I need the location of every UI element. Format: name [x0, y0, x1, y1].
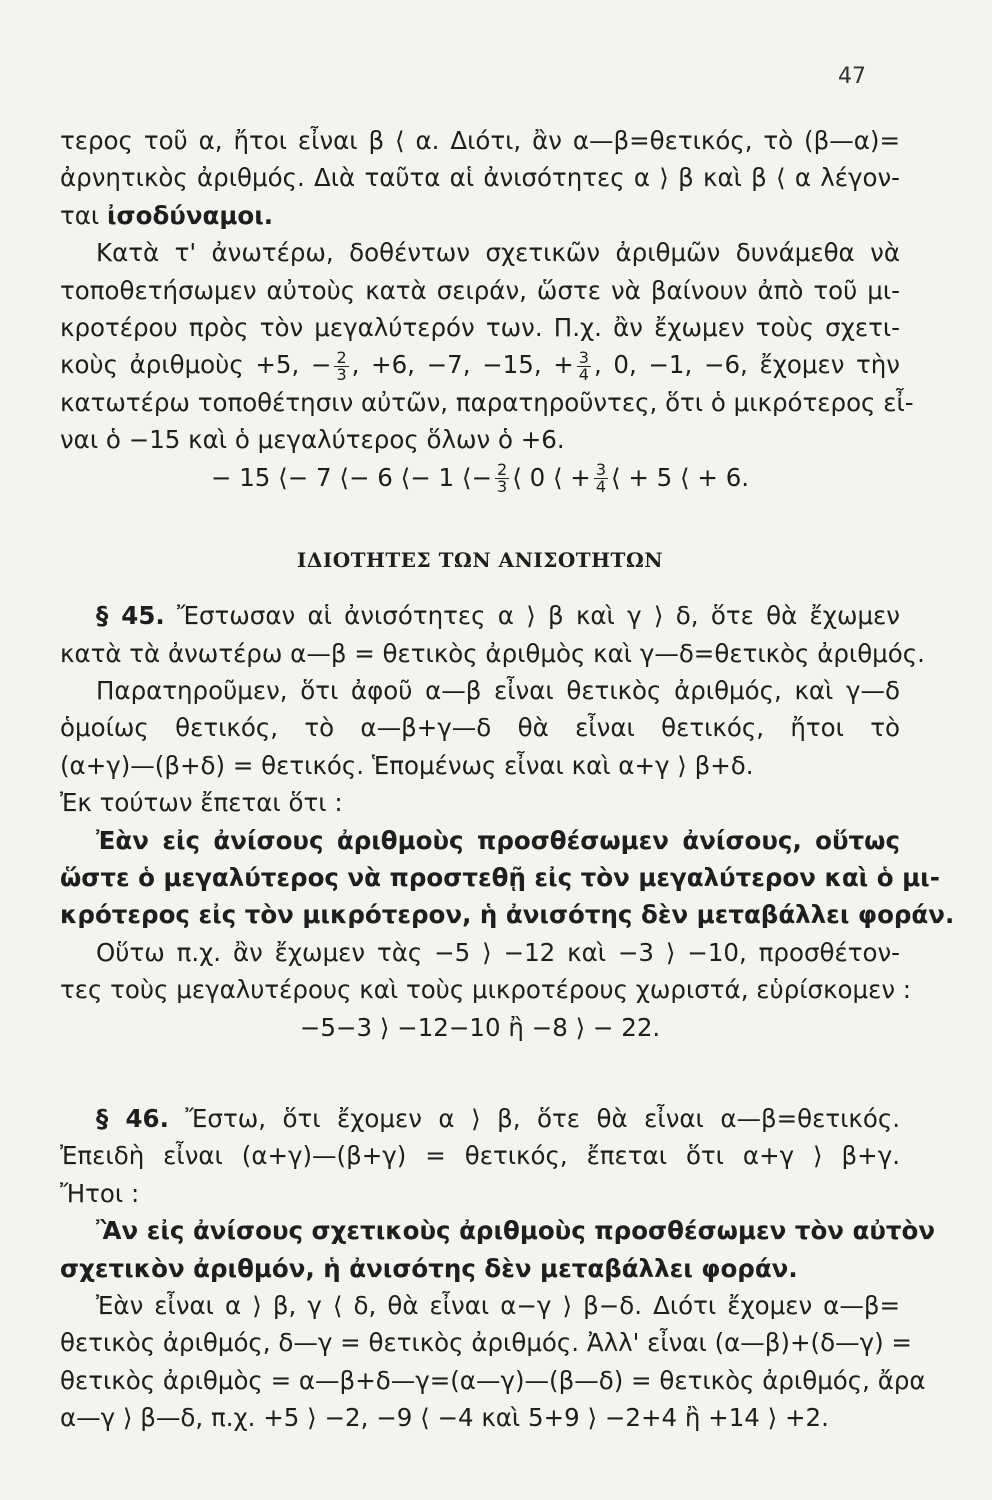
denominator: 4: [578, 364, 589, 384]
denominator: 3: [336, 364, 347, 384]
page-number: 47: [838, 64, 866, 89]
text-line: Ἐπειδὴ εἶναι (α+γ)—(β+γ) = θετικός, ἔπεται ὅτι α+γ ⟩ β+γ.: [60, 1141, 900, 1171]
denominator: 3: [497, 477, 508, 497]
fraction-line: [60, 346, 900, 383]
rule-line: Ἂν εἰς ἀνίσους σχετικοὺς ἀριθμοὺς προσθέσωμεν τὸν αὐτὸν: [96, 1216, 936, 1246]
text-line: ναι ὁ −15 καὶ ὁ μεγαλύτερος ὅλων ὁ +6.: [60, 425, 565, 455]
text-line: κατὰ τὰ ἀνωτέρω α—β = θετικὸς ἀριθμὸς καὶ γ—δ=θετικὸς ἀριθμός.: [60, 638, 925, 668]
text-line: θετικὸς ἀριθμός, δ—γ = θετικὸς ἀριθμός. Ἀλλ' εἶναι (α—β)+(δ—γ) =: [60, 1328, 912, 1358]
text-span: ⟨ + 5 ⟨ + 6.: [611, 462, 750, 492]
text-line: Ἐὰν εἶναι α ⟩ β, γ ⟨ δ, θὰ εἶναι α−γ ⟩ β−δ. Διότι ἔχομεν α—β=: [96, 1290, 900, 1320]
fraction: [594, 462, 608, 495]
rule-line: ὥστε ὁ μεγαλύτερος νὰ προστεθῇ εἰς τὸν μεγαλύτερον καὶ ὁ μι-: [60, 863, 940, 893]
fraction: [495, 462, 509, 495]
fraction: [577, 347, 591, 384]
text-line: ἀρνητικὸς ἀριθμός. Διὰ ταῦτα αἱ ἀνισότητες α ⟩ β καὶ β ⟨ α λέγον-: [60, 163, 900, 193]
text-line: Κατὰ τ' ἀνωτέρω, δοθέντων σχετικῶν ἀριθμῶν δυνάμεθα νὰ: [96, 238, 900, 268]
text-span: κοὺς ἀριθμοὺς +5, −: [60, 350, 332, 380]
text-line: (α+γ)—(β+δ) = θετικός. Ἑπομένως εἶναι καὶ α+γ ⟩ β+δ.: [60, 750, 754, 780]
equation-line: −5−3 ⟩ −12−10 ἢ −8 ⟩ − 22.: [299, 1012, 661, 1042]
text-line: τες τοὺς μεγαλυτέρους καὶ τοὺς μικροτέρους χωριστά, εὑρίσκομεν :: [60, 975, 912, 1005]
text-line: [60, 197, 900, 234]
text-line: τερος τοῦ α, ἤτοι εἶναι β ⟨ α. Διότι, ἂν α—β=θετικός, τὸ (β—α)=: [60, 126, 900, 155]
text-line: Ἐκ τούτων ἔπεται ὅτι :: [60, 788, 343, 818]
text-line: κατωτέρω τοποθέτησιν αὐτῶν, παρατηροῦντες, ὅτι ὁ μικρότερος εἶ-: [60, 387, 914, 417]
text-line: α—γ ⟩ β—δ, π.χ. +5 ⟩ −2, −9 ⟨ −4 καὶ 5+9 ⟩ −2+4 ἢ +14 ⟩ +2.: [60, 1403, 829, 1433]
text-line: [60, 597, 900, 634]
text-span: ται: [60, 200, 107, 230]
rule-line: κρότερος εἰς τὸν μικρότερον, ἡ ἀνισότης δὲν μεταβάλλει φοράν.: [60, 900, 955, 930]
numerator: 3: [595, 460, 607, 480]
text-line: [60, 1100, 900, 1137]
text-span: , 0, −1, −6, ἔχομεν τὴν: [593, 350, 900, 380]
rule-line: σχετικὸν ἀριθμόν, ἡ ἀνισότης δὲν μεταβάλλει φοράν.: [60, 1253, 798, 1283]
text-line: θετικὸς ἀριθμὸς = α—β+δ—γ=(α—γ)—(β—δ) = θετικὸς ἀριθμός, ἄρα: [60, 1365, 926, 1395]
text-span: , +6, −7, −15, +: [351, 350, 574, 380]
fraction: [334, 347, 348, 384]
page-body: [60, 122, 955, 1437]
text-span: Ἔστω, ὅτι ἔχομεν α ⟩ β, ὅτε θὰ εἶναι α—β=θετικός.: [168, 1103, 901, 1133]
text-line: τοποθετήσωμεν αὐτοὺς κατὰ σειράν, ὥστε νὰ βαίνουν ἀπὸ τοῦ μι-: [60, 275, 900, 305]
numerator: 3: [578, 347, 589, 367]
bold-term: ἰσοδύναμοι.: [106, 200, 274, 230]
text-span: Ἔστωσαν αἱ ἀνισότητες α ⟩ β καὶ γ ⟩ δ, ὅτε θὰ ἔχωμεν: [164, 601, 900, 631]
section-label: § 46.: [96, 1103, 169, 1133]
inequality-chain: [60, 459, 900, 496]
text-line: Οὕτω π.χ. ἂν ἔχωμεν τὰς −5 ⟩ −12 καὶ −3 ⟩ −10, προσθέτον-: [96, 937, 900, 967]
rule-line: Ἐὰν εἰς ἀνίσους ἀριθμοὺς προσθέσωμεν ἀνίσους, οὕτως: [96, 825, 900, 855]
text-line: ὁμοίως θετικός, τὸ α—β+γ—δ θὰ εἶναι θετικός, ἤτοι τὸ: [60, 713, 900, 743]
denominator: 4: [595, 477, 607, 497]
text-span: − 15 ⟨− 7 ⟨− 6 ⟨− 1 ⟨−: [210, 462, 493, 492]
numerator: 2: [497, 460, 508, 480]
text-span: ⟨ 0 ⟨ +: [512, 462, 591, 492]
section-label: § 45.: [96, 601, 165, 631]
section-heading: ΙΔΙΟΤΗΤΕΣ ΤΩΝ ΑΝΙΣΟΤΗΤΩΝ: [296, 547, 664, 572]
numerator: 2: [336, 347, 347, 367]
text-line: κροτέρου πρὸς τὸν μεγαλύτερόν των. Π.χ. ἂν ἔχωμεν τοὺς σχετι-: [60, 312, 900, 342]
text-line: Ἤτοι :: [60, 1178, 140, 1208]
text-line: Παρατηροῦμεν, ὅτι ἀφοῦ α—β εἶναι θετικὸς ἀριθμός, καὶ γ—δ: [96, 676, 900, 706]
